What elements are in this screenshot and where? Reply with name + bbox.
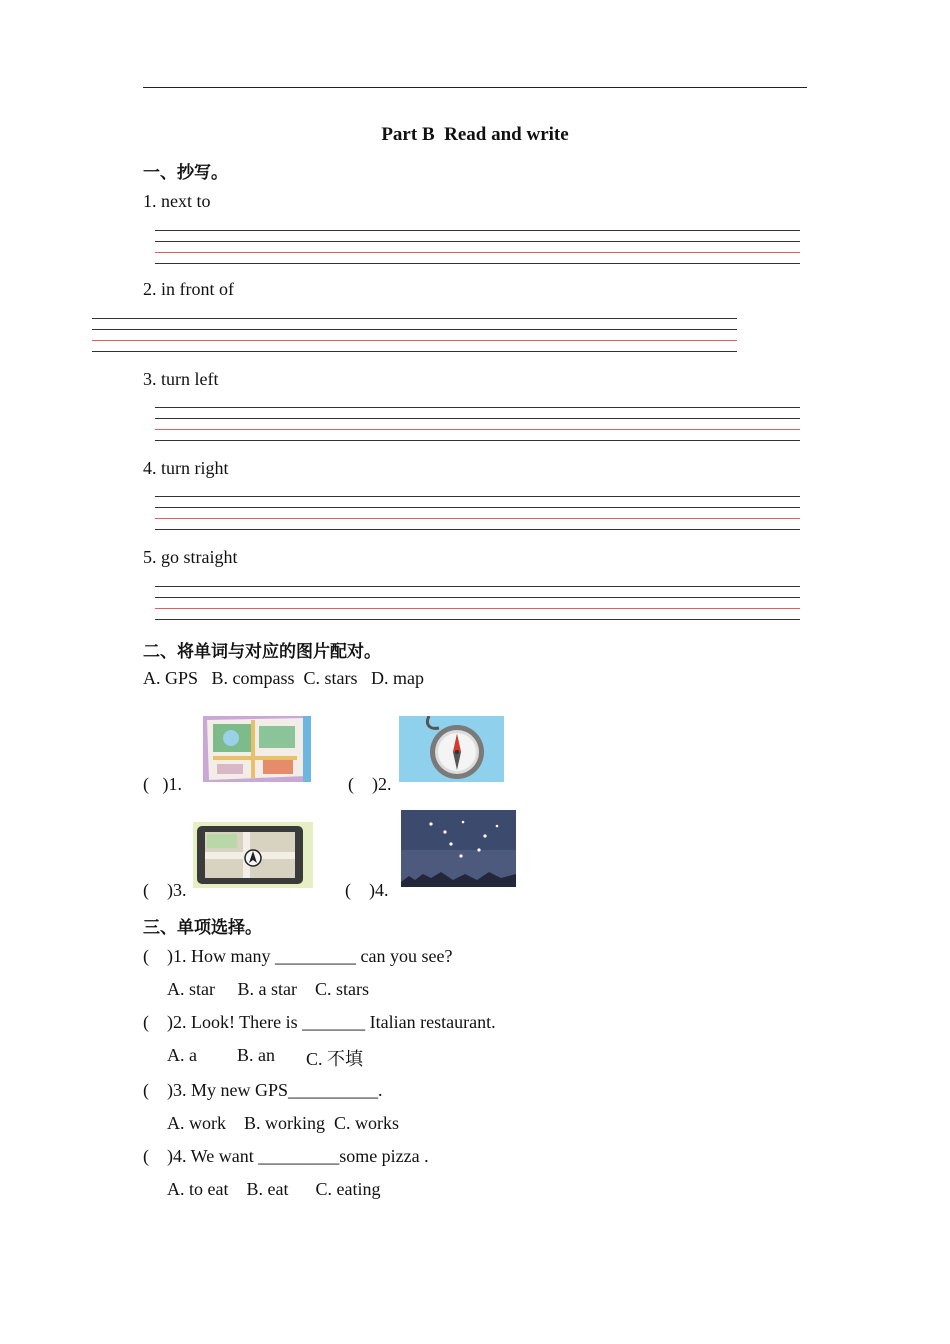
match-label-2: ( )2. (348, 774, 392, 794)
page-title: Part B Read and write (381, 124, 569, 145)
copy-item-3: 3. turn left (143, 369, 219, 389)
question-2: ( )2. Look! There is _______ Italian restaurant. (143, 1012, 496, 1032)
question-4: ( )4. We want _________some pizza . (143, 1146, 429, 1166)
section-1-heading: 一、抄写。 (143, 163, 228, 183)
match-label-3: ( )3. (143, 880, 187, 900)
question-4-options: A. to eat B. eat C. eating (167, 1179, 381, 1199)
copy-item-2: 2. in front of (143, 279, 234, 299)
writing-lines-3[interactable] (155, 407, 800, 443)
writing-lines-2[interactable] (92, 318, 737, 354)
question-3-options: A. work B. working C. works (167, 1113, 399, 1133)
writing-lines-5[interactable] (155, 586, 800, 622)
question-3: ( )3. My new GPS__________. (143, 1080, 383, 1100)
match-label-1: ( )1. (143, 774, 182, 794)
question-1-options: A. star B. a star C. stars (167, 979, 369, 999)
question-1: ( )1. How many _________ can you see? (143, 946, 453, 966)
question-2-option-a: A. a (167, 1045, 197, 1065)
writing-lines-4[interactable] (155, 496, 800, 532)
question-2-option-c: C. 不填 (306, 1049, 364, 1069)
match-label-4: ( )4. (345, 880, 389, 900)
section-3-heading: 三、单项选择。 (143, 918, 262, 938)
compass-picture (399, 716, 504, 782)
section-2-heading: 二、将单词与对应的图片配对。 (143, 642, 381, 662)
header-rule (143, 87, 807, 88)
copy-item-1: 1. next to (143, 191, 211, 211)
question-2-option-b: B. an (237, 1045, 275, 1065)
match-options: A. GPS B. compass C. stars D. map (143, 668, 425, 688)
stars-picture (401, 810, 516, 887)
map-picture (203, 716, 311, 782)
copy-item-4: 4. turn right (143, 458, 229, 478)
writing-lines-1[interactable] (155, 230, 800, 266)
copy-item-5: 5. go straight (143, 547, 238, 567)
gps-picture (193, 822, 313, 888)
